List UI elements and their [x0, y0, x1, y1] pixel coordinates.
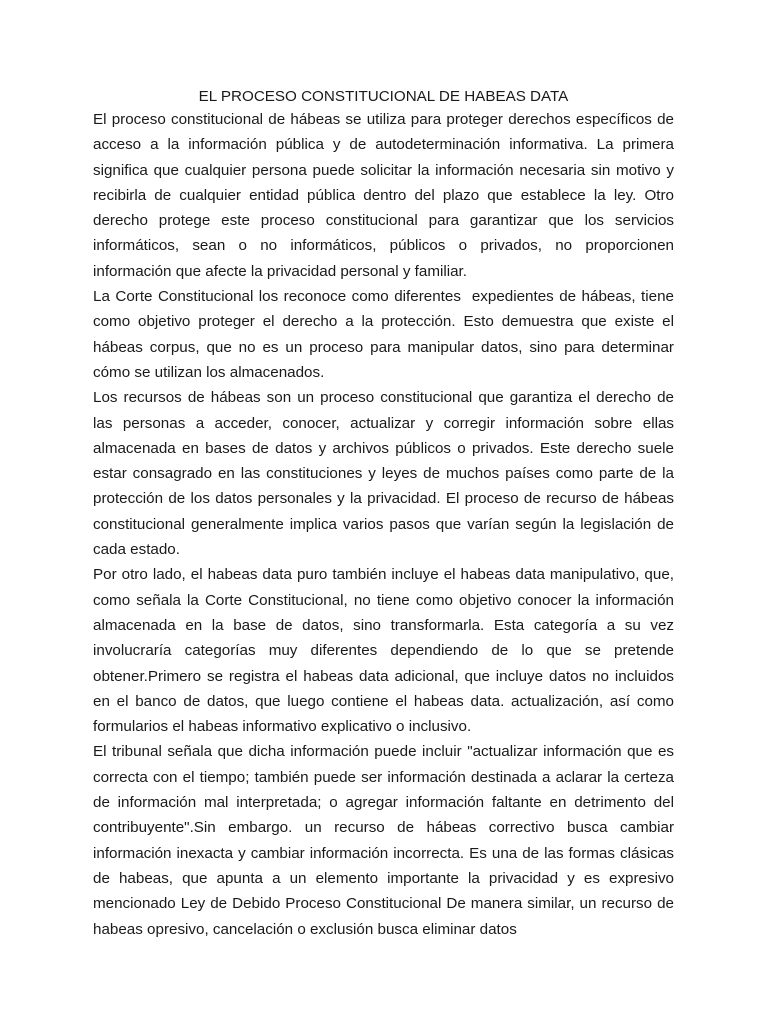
paragraph-4: Por otro lado, el habeas data puro también incluye el habeas data manipulativo, que, como señala la Corte Constitucional, no tiene como objetivo conocer la información almacenada en la base de datos, sino transformarla. Esta categoría a su vez involucraría categorías muy diferentes dependiendo de lo que se pretende obtener.Primero se registra el habeas data adicional, que incluye datos no incluidos en el banco de datos, que luego contiene el habeas data. actualización, así como formularios el habeas informativo explicativo o inclusivo. — [93, 566, 679, 736]
paragraph-3: Los recursos de hábeas son un proceso constitucional que garantiza el derecho de las personas a acceder, conocer, actualizar y corregir información sobre ellas almacenada en bases de datos y archivos públicos o privados. Este derecho suele estar consagrado en las constituciones y leyes de muchos países como parte de la protección de los datos personales y la privacidad. El proceso de recurso de hábeas constitucional generalmente implica varios pasos que varían según la legislación de cada estado. — [93, 389, 679, 559]
paragraph-5: El tribunal señala que dicha información puede incluir "actualizar información que es correcta con el tiempo; también puede ser información destinada a aclarar la certeza de información mal interpretada; o agregar información faltante en detrimento del contribuyente".Sin embargo. un recurso de hábeas correctivo busca cambiar información inexacta y cambiar información incorrecta. Es una de las formas clásicas de habeas, que apunta a un elemento importante la privacidad y es expresivo mencionado Ley de Debido Proceso Constitucional De manera similar, un recurso de habeas opresivo, cancelación o exclusión busca eliminar datos — [93, 743, 679, 938]
paragraph-1: El proceso constitucional de hábeas se utiliza para proteger derechos específicos de acceso a la información pública y de autodeterminación informativa. La primera significa que cualquier persona puede solicitar la información necesaria sin motivo y recibirla de cualquier entidad pública dentro del plazo que establece la ley. Otro derecho protege este proceso constitucional para garantizar que los servicios informáticos, sean o no informáticos, públicos o privados, no proporcionen información que afecte la privacidad personal y familiar. — [93, 111, 679, 280]
paragraph-2: La Corte Constitucional los reconoce como diferentes expedientes de hábeas, tiene como objetivo proteger el derecho a la protección. Esto demuestra que existe el hábeas corpus, que no es un proceso para manipular datos, sino para determinar cómo se utilizan los almacenados. — [93, 288, 679, 381]
document-title: EL PROCESO CONSTITUCIONAL DE HABEAS DATA — [198, 88, 569, 105]
document-page — [93, 86, 679, 942]
